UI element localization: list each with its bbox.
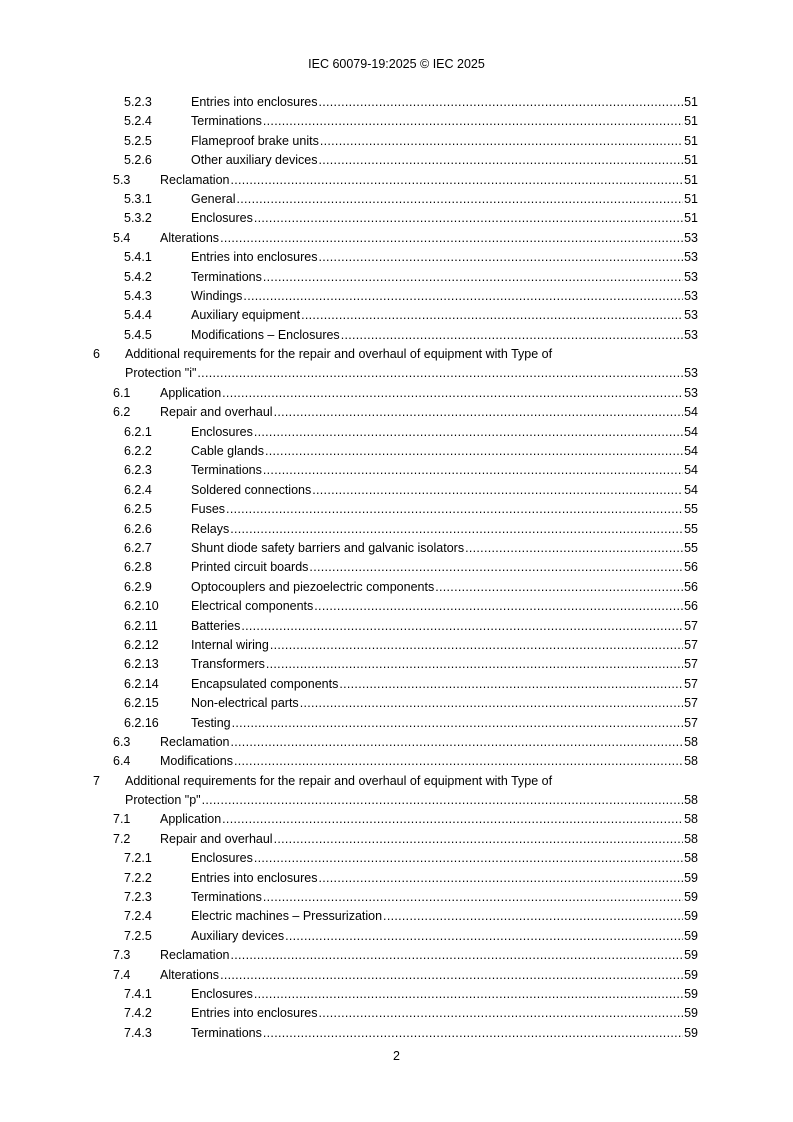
- toc-dot-leader: [318, 248, 683, 267]
- toc-entry-number: 6.2.13: [124, 657, 159, 672]
- toc-entry-number: 5.2.5: [124, 133, 152, 148]
- toc-entry-title: Transformers: [191, 657, 265, 672]
- toc-dot-leader: [263, 1024, 683, 1043]
- toc-entry-line: [191, 520, 698, 539]
- toc-entry-title: General: [191, 191, 236, 206]
- toc-entry-title: Modifications: [160, 754, 233, 769]
- toc-entry-title-line1: Additional requirements for the repair and overhaul of equipment with Type of: [125, 773, 553, 788]
- toc-dot-leader: [230, 520, 683, 539]
- toc-entry-number: 6.2.14: [124, 676, 159, 691]
- toc-entry-line: [191, 539, 698, 558]
- toc-entry-title: Windings: [191, 288, 243, 303]
- toc-entry-title: Modifications – Enclosures: [191, 327, 340, 342]
- toc-entry-page: 59: [684, 1006, 698, 1021]
- toc-entry[interactable]: [0, 752, 793, 771]
- toc-entry-page: 58: [684, 793, 698, 808]
- toc-dot-leader: [263, 268, 683, 287]
- toc-entry-page: 54: [684, 444, 698, 459]
- toc-entry-title: Flameproof brake units: [191, 133, 319, 148]
- toc-entry-line: [191, 617, 698, 636]
- toc-entry-number: 5.4.4: [124, 308, 152, 323]
- toc-dot-leader: [309, 558, 683, 577]
- toc-entry[interactable]: [0, 907, 793, 926]
- toc-entry-page: 57: [684, 696, 698, 711]
- toc-entry-line: [191, 461, 698, 480]
- toc-dot-leader: [274, 830, 684, 849]
- toc-dot-leader: [202, 791, 684, 810]
- toc-entry-line: [191, 248, 698, 267]
- toc-entry-title: Electrical components: [191, 599, 314, 614]
- toc-dot-leader: [230, 171, 683, 190]
- toc-entry-page: 55: [684, 521, 698, 536]
- toc-entry-line: [191, 500, 698, 519]
- toc-dot-leader: [318, 93, 683, 112]
- toc-entry-number: 5.4.1: [124, 250, 152, 265]
- toc-entry-number: 7.4: [113, 967, 131, 982]
- toc-entry-number: 6.2.3: [124, 463, 152, 478]
- page-header: IEC 60079-19:2025 © IEC 2025: [308, 57, 485, 71]
- toc-entry-title: Fuses: [191, 502, 226, 517]
- toc-entry-title: Enclosures: [191, 211, 253, 226]
- toc-entry-title: Enclosures: [191, 987, 253, 1001]
- toc-entry[interactable]: [0, 675, 793, 694]
- toc-entry-line: [191, 132, 698, 151]
- toc-entry-page: 57: [684, 676, 698, 691]
- toc-entry-title: Non-electrical parts: [191, 696, 299, 711]
- toc-entry-number: 6.2.1: [124, 424, 152, 439]
- toc-entry-line: [191, 869, 698, 888]
- toc-entry[interactable]: [0, 714, 793, 733]
- toc-entry-line: [160, 229, 698, 248]
- toc-entry-line: [160, 403, 698, 422]
- toc-entry-title: Alterations: [160, 230, 220, 245]
- toc-dot-leader: [230, 733, 683, 752]
- toc-entry-page: 57: [684, 715, 698, 730]
- toc-entry-page: 51: [684, 95, 698, 109]
- toc-entry-page: 53: [684, 250, 698, 265]
- toc-entry[interactable]: [0, 306, 793, 325]
- toc-entry-title: Terminations: [191, 463, 262, 478]
- toc-entry-line: [191, 714, 698, 733]
- toc-entry-line: [191, 675, 698, 694]
- toc-entry-page: 59: [684, 890, 698, 905]
- toc-entry-page: 59: [684, 1025, 698, 1040]
- table-of-contents: [0, 93, 793, 1043]
- toc-entry-line: [160, 171, 698, 190]
- toc-entry-number: 5.2.3: [124, 95, 152, 109]
- toc-entry[interactable]: [0, 209, 793, 228]
- toc-entry-page: 58: [684, 812, 698, 827]
- toc-entry[interactable]: [0, 384, 793, 403]
- toc-entry[interactable]: [0, 1004, 793, 1023]
- toc-entry[interactable]: [0, 248, 793, 267]
- toc-entry-page: 53: [684, 366, 698, 381]
- toc-entry-title: Reclamation: [160, 948, 230, 963]
- toc-entry-page: 56: [684, 599, 698, 614]
- toc-entry[interactable]: [0, 171, 793, 190]
- toc-dot-leader: [241, 617, 683, 636]
- page-number: 2: [393, 1049, 400, 1063]
- toc-entry-number: 6.3: [113, 734, 131, 749]
- toc-dot-leader: [312, 481, 683, 500]
- toc-entry-page: 53: [684, 385, 698, 400]
- toc-entry-page: 51: [684, 114, 698, 129]
- toc-entry-line: [191, 927, 698, 946]
- toc-dot-leader: [314, 597, 683, 616]
- toc-entry-line: [191, 190, 698, 209]
- toc-entry-page: 54: [684, 424, 698, 439]
- toc-entry-number: 7.2.1: [124, 851, 152, 866]
- toc-entry-number: 6.2.9: [124, 579, 152, 594]
- toc-entry[interactable]: [0, 190, 793, 209]
- toc-entry-number: 6.2: [113, 405, 131, 420]
- toc-entry-page: 51: [684, 211, 698, 226]
- toc-entry-line: [160, 966, 698, 985]
- toc-entry[interactable]: [0, 869, 793, 888]
- toc-entry[interactable]: [0, 93, 793, 112]
- toc-dot-leader: [232, 714, 683, 733]
- toc-entry[interactable]: [0, 500, 793, 519]
- toc-entry-page: 58: [684, 734, 698, 749]
- toc-entry-title: Application: [160, 812, 222, 827]
- toc-entry-title: Reclamation: [160, 734, 230, 749]
- toc-entry-line: [191, 849, 698, 868]
- toc-dot-leader: [197, 364, 683, 383]
- toc-entry-page: 59: [684, 870, 698, 885]
- toc-entry[interactable]: [0, 481, 793, 500]
- toc-dot-leader: [339, 675, 683, 694]
- toc-entry-title: Optocouplers and piezoelectric components: [191, 579, 435, 594]
- toc-entry-number: 6.2.11: [124, 618, 158, 633]
- toc-entry[interactable]: [0, 694, 793, 713]
- toc-entry-title-line1: Additional requirements for the repair and overhaul of equipment with Type of: [125, 347, 553, 362]
- toc-entry-number: 7.3: [113, 948, 131, 963]
- toc-entry-line: [160, 810, 698, 829]
- toc-dot-leader: [263, 888, 683, 907]
- toc-entry-title: Entries into enclosures: [191, 1006, 318, 1021]
- toc-dot-leader: [220, 966, 683, 985]
- toc-entry-number: 5.3.2: [124, 211, 152, 226]
- toc-entry-number: 7: [93, 773, 100, 788]
- toc-entry-title: Enclosures: [191, 424, 253, 439]
- toc-entry-number: 7.2: [113, 831, 131, 846]
- toc-entry-line: [160, 830, 698, 849]
- toc-entry-page: 55: [684, 541, 698, 555]
- toc-entry-number: 7.4.3: [124, 1025, 152, 1040]
- toc-entry-number: 5.3: [113, 172, 131, 187]
- toc-dot-leader: [265, 442, 683, 461]
- toc-entry-title: Reclamation: [160, 172, 230, 187]
- toc-entry-title: Terminations: [191, 269, 262, 284]
- toc-entry-number: 6.2.4: [124, 482, 152, 497]
- toc-dot-leader: [320, 132, 683, 151]
- toc-entry-number: 5.4.3: [124, 288, 152, 303]
- toc-dot-leader: [236, 190, 683, 209]
- toc-entry-title: Terminations: [191, 114, 262, 129]
- toc-entry-page: 57: [684, 657, 698, 672]
- toc-entry-number: 7.2.5: [124, 928, 152, 943]
- toc-entry-title: Alterations: [160, 967, 220, 982]
- toc-entry-number: 6.2.16: [124, 715, 159, 730]
- toc-entry[interactable]: [0, 636, 793, 655]
- toc-dot-leader: [254, 209, 683, 228]
- toc-entry-page: 54: [684, 482, 698, 497]
- toc-entry[interactable]: [0, 403, 793, 422]
- toc-entry-title: Auxiliary devices: [191, 928, 285, 943]
- toc-entry-line: [191, 326, 698, 345]
- toc-entry-title: Cable glands: [191, 444, 264, 459]
- toc-entry-title: Protection "i": [125, 366, 197, 381]
- toc-dot-leader: [383, 907, 683, 926]
- toc-dot-leader: [263, 112, 683, 131]
- toc-entry[interactable]: [0, 229, 793, 248]
- toc-entry-title: Auxiliary equipment: [191, 308, 301, 323]
- toc-entry-number: 5.4.5: [124, 327, 152, 342]
- toc-entry[interactable]: [0, 1024, 793, 1043]
- toc-entry-number: 6.2.12: [124, 637, 159, 652]
- toc-entry-number: 5.3.1: [124, 191, 152, 206]
- toc-entry[interactable]: [0, 461, 793, 480]
- toc-entry[interactable]: [0, 151, 793, 170]
- toc-entry-number: 6.2.2: [124, 444, 152, 459]
- toc-entry-title: Internal wiring: [191, 637, 269, 652]
- toc-entry-line: [125, 791, 698, 810]
- toc-entry-page: 53: [684, 308, 698, 323]
- toc-dot-leader: [254, 849, 683, 868]
- toc-entry-line: [191, 209, 698, 228]
- toc-entry-number: 5.4.2: [124, 269, 152, 284]
- toc-entry-line: [191, 558, 698, 577]
- toc-entry-line: [191, 985, 698, 1004]
- toc-entry-number: 6.2.6: [124, 521, 152, 536]
- toc-entry-page: 57: [684, 618, 698, 633]
- toc-dot-leader: [263, 461, 683, 480]
- toc-entry-number: 6.2.8: [124, 560, 152, 575]
- toc-dot-leader: [266, 655, 683, 674]
- toc-entry-line: [191, 151, 698, 170]
- toc-entry-line: [191, 1024, 698, 1043]
- toc-entry-title: Electric machines – Pressurization: [191, 909, 383, 924]
- toc-dot-leader: [226, 500, 683, 519]
- toc-entry[interactable]: [0, 268, 793, 287]
- toc-entry-number: 6.4: [113, 754, 131, 769]
- toc-entry-line: [191, 93, 698, 112]
- toc-entry[interactable]: [0, 733, 793, 752]
- toc-entry-line: [191, 655, 698, 674]
- toc-entry-title: Batteries: [191, 618, 241, 633]
- toc-entry[interactable]: [0, 287, 793, 306]
- toc-dot-leader: [318, 1004, 683, 1023]
- toc-entry-line: [191, 888, 698, 907]
- toc-entry-title: Terminations: [191, 1025, 262, 1040]
- toc-entry[interactable]: [0, 112, 793, 131]
- toc-entry-page: 56: [684, 560, 698, 575]
- toc-entry-title: Repair and overhaul: [160, 831, 273, 846]
- toc-entry-line: [160, 384, 698, 403]
- toc-entry-number: 7.4.2: [124, 1006, 152, 1021]
- toc-dot-leader: [254, 423, 683, 442]
- toc-entry[interactable]: [0, 810, 793, 829]
- toc-entry-line: [160, 733, 698, 752]
- toc-entry-line: [191, 1004, 698, 1023]
- toc-entry[interactable]: [0, 985, 793, 1004]
- toc-entry-title: Soldered connections: [191, 482, 312, 497]
- toc-entry-number: 7.4.1: [124, 987, 152, 1001]
- toc-entry-title: Protection "p": [125, 793, 201, 808]
- toc-entry-title: Application: [160, 385, 222, 400]
- toc-entry[interactable]: [0, 966, 793, 985]
- toc-entry[interactable]: [0, 326, 793, 345]
- toc-dot-leader: [274, 403, 684, 422]
- toc-entry-page: 53: [684, 269, 698, 284]
- toc-entry-title: Encapsulated components: [191, 676, 339, 691]
- toc-entry-page: 54: [684, 405, 698, 420]
- toc-entry[interactable]: [0, 655, 793, 674]
- toc-entry-line: [191, 423, 698, 442]
- toc-entry-page: 51: [684, 153, 698, 168]
- toc-entry-line: [191, 306, 698, 325]
- toc-entry-page: 59: [684, 928, 698, 943]
- toc-entry-title: Relays: [191, 521, 230, 536]
- toc-entry-number: 6.2.10: [124, 599, 159, 614]
- toc-dot-leader: [222, 384, 683, 403]
- toc-dot-leader: [222, 810, 683, 829]
- toc-entry-title: Other auxiliary devices: [191, 153, 318, 168]
- toc-entry-number: 6.1: [113, 385, 131, 400]
- toc-entry-number: 6.2.15: [124, 696, 159, 711]
- toc-dot-leader: [254, 985, 683, 1004]
- toc-entry-line: [191, 268, 698, 287]
- toc-entry[interactable]: [0, 442, 793, 461]
- toc-dot-leader: [270, 636, 683, 655]
- toc-entry-line: [191, 694, 698, 713]
- toc-entry-line: [160, 946, 698, 965]
- toc-entry-page: 56: [684, 579, 698, 594]
- toc-dot-leader: [465, 539, 683, 558]
- toc-dot-leader: [234, 752, 683, 771]
- toc-entry[interactable]: [0, 539, 793, 558]
- toc-entry[interactable]: [0, 558, 793, 577]
- toc-entry-page: 58: [684, 831, 698, 846]
- toc-entry-page: 51: [684, 133, 698, 148]
- toc-entry-page: 51: [684, 191, 698, 206]
- toc-entry-number: 7.2.2: [124, 870, 152, 885]
- toc-entry-line: [125, 364, 698, 383]
- toc-dot-leader: [341, 326, 683, 345]
- toc-entry-page: 53: [684, 230, 698, 245]
- toc-entry-number: 7.1: [113, 812, 131, 827]
- toc-entry-title: Repair and overhaul: [160, 405, 273, 420]
- toc-entry-page: 59: [684, 967, 698, 982]
- toc-entry-title: Enclosures: [191, 851, 253, 866]
- toc-entry-title: Terminations: [191, 890, 262, 905]
- toc-entry[interactable]: [0, 345, 793, 384]
- toc-dot-leader: [435, 578, 683, 597]
- toc-entry-line: [191, 112, 698, 131]
- toc-entry-line: [191, 442, 698, 461]
- toc-entry[interactable]: [0, 849, 793, 868]
- toc-dot-leader: [318, 869, 683, 888]
- toc-entry-number: 5.2.6: [124, 153, 152, 168]
- toc-entry-page: 59: [684, 987, 698, 1001]
- toc-dot-leader: [220, 229, 683, 248]
- toc-entry-page: 53: [684, 327, 698, 342]
- toc-dot-leader: [301, 306, 683, 325]
- toc-entry-number: 6.2.5: [124, 502, 152, 517]
- toc-entry-number: 6.2.7: [124, 541, 152, 555]
- toc-entry-number: 5.4: [113, 230, 131, 245]
- toc-entry-page: 54: [684, 463, 698, 478]
- toc-entry-number: 7.2.4: [124, 909, 152, 924]
- toc-entry-number: 5.2.4: [124, 114, 152, 129]
- toc-entry-page: 59: [684, 909, 698, 924]
- toc-entry-line: [191, 287, 698, 306]
- toc-entry[interactable]: [0, 772, 793, 811]
- toc-entry-line: [160, 752, 698, 771]
- toc-entry-title: Testing: [191, 715, 231, 730]
- toc-entry[interactable]: [0, 520, 793, 539]
- toc-entry[interactable]: [0, 597, 793, 616]
- toc-entry-page: 58: [684, 754, 698, 769]
- toc-entry[interactable]: [0, 946, 793, 965]
- toc-dot-leader: [243, 287, 683, 306]
- toc-dot-leader: [318, 151, 683, 170]
- toc-entry-number: 7.2.3: [124, 890, 152, 905]
- toc-entry-line: [191, 578, 698, 597]
- toc-entry-line: [191, 636, 698, 655]
- toc-entry-page: 51: [684, 172, 698, 187]
- toc-entry-page: 55: [684, 502, 698, 517]
- toc-entry[interactable]: [0, 617, 793, 636]
- toc-entry-title: Entries into enclosures: [191, 870, 318, 885]
- toc-entry[interactable]: [0, 888, 793, 907]
- toc-entry[interactable]: [0, 132, 793, 151]
- toc-entry-line: [191, 597, 698, 616]
- toc-dot-leader: [285, 927, 683, 946]
- toc-entry-page: 58: [684, 851, 698, 866]
- toc-dot-leader: [300, 694, 683, 713]
- toc-entry-title: Shunt diode safety barriers and galvanic isolators: [191, 541, 465, 555]
- toc-entry-page: 53: [684, 288, 698, 303]
- toc-entry-title: Printed circuit boards: [191, 560, 309, 575]
- toc-entry-title: Entries into enclosures: [191, 95, 318, 109]
- toc-entry-line: [191, 481, 698, 500]
- toc-entry[interactable]: [0, 927, 793, 946]
- toc-entry[interactable]: [0, 578, 793, 597]
- toc-entry-title: Entries into enclosures: [191, 250, 318, 265]
- toc-entry-line: [191, 907, 698, 926]
- toc-entry-page: 59: [684, 948, 698, 963]
- toc-dot-leader: [230, 946, 683, 965]
- toc-entry[interactable]: [0, 423, 793, 442]
- toc-entry-number: 6: [93, 347, 100, 362]
- toc-entry[interactable]: [0, 830, 793, 849]
- toc-entry-page: 57: [684, 637, 698, 652]
